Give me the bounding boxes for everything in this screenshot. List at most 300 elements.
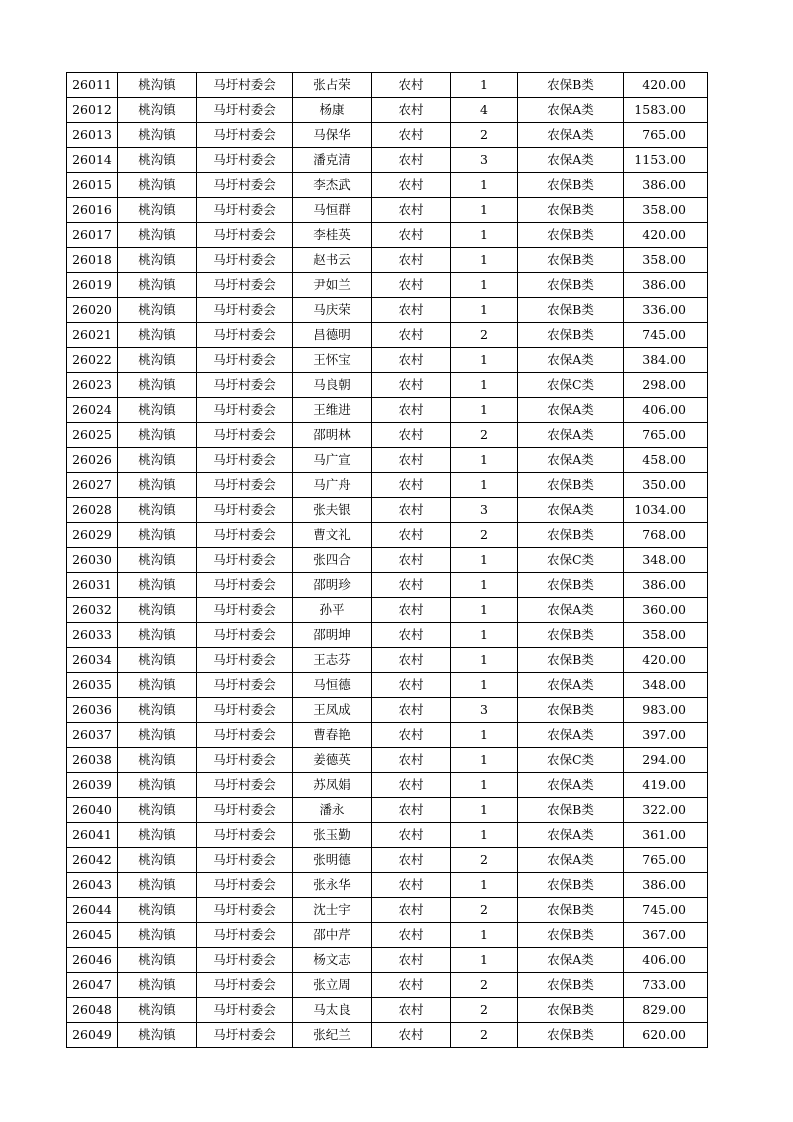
village-committee-cell: 马圩村委会 <box>197 698 293 723</box>
amount-cell: 360.00 <box>624 598 708 623</box>
table-row <box>67 98 708 123</box>
insurance-category-cell: 农保C类 <box>518 373 624 398</box>
insurance-category-cell: 农保A类 <box>518 498 624 523</box>
family-size-cell: 1 <box>451 748 518 773</box>
name-cell: 杨文志 <box>293 948 372 973</box>
town-cell: 桃沟镇 <box>118 173 197 198</box>
household-type-cell: 农村 <box>372 773 451 798</box>
family-size-cell: 1 <box>451 223 518 248</box>
family-size-cell: 1 <box>451 73 518 98</box>
amount-cell: 765.00 <box>624 848 708 873</box>
family-size-cell: 1 <box>451 548 518 573</box>
family-size-cell: 3 <box>451 148 518 173</box>
amount-cell: 386.00 <box>624 873 708 898</box>
insurance-category-cell: 农保B类 <box>518 973 624 998</box>
insurance-category-cell: 农保B类 <box>518 998 624 1023</box>
insurance-category-cell: 农保B类 <box>518 273 624 298</box>
name-cell: 尹如兰 <box>293 273 372 298</box>
table-row <box>67 398 708 423</box>
amount-cell: 294.00 <box>624 748 708 773</box>
table-row <box>67 273 708 298</box>
town-cell: 桃沟镇 <box>118 498 197 523</box>
family-size-cell: 2 <box>451 323 518 348</box>
table-row <box>67 948 708 973</box>
village-committee-cell: 马圩村委会 <box>197 273 293 298</box>
name-cell: 马恒德 <box>293 673 372 698</box>
household-type-cell: 农村 <box>372 648 451 673</box>
village-committee-cell: 马圩村委会 <box>197 523 293 548</box>
amount-cell: 397.00 <box>624 723 708 748</box>
serial-number-cell: 26031 <box>67 573 118 598</box>
family-size-cell: 1 <box>451 823 518 848</box>
serial-number-cell: 26022 <box>67 348 118 373</box>
serial-number-cell: 26017 <box>67 223 118 248</box>
roster-body <box>67 73 708 1048</box>
insurance-category-cell: 农保A类 <box>518 98 624 123</box>
serial-number-cell: 26013 <box>67 123 118 148</box>
name-cell: 潘克清 <box>293 148 372 173</box>
serial-number-cell: 26029 <box>67 523 118 548</box>
amount-cell: 406.00 <box>624 398 708 423</box>
town-cell: 桃沟镇 <box>118 873 197 898</box>
table-row <box>67 148 708 173</box>
table-row <box>67 623 708 648</box>
family-size-cell: 4 <box>451 98 518 123</box>
village-committee-cell: 马圩村委会 <box>197 898 293 923</box>
serial-number-cell: 26037 <box>67 723 118 748</box>
village-committee-cell: 马圩村委会 <box>197 348 293 373</box>
family-size-cell: 1 <box>451 673 518 698</box>
serial-number-cell: 26023 <box>67 373 118 398</box>
name-cell: 马恒群 <box>293 198 372 223</box>
family-size-cell: 1 <box>451 948 518 973</box>
household-type-cell: 农村 <box>372 573 451 598</box>
table-row <box>67 423 708 448</box>
amount-cell: 420.00 <box>624 223 708 248</box>
household-type-cell: 农村 <box>372 598 451 623</box>
amount-cell: 765.00 <box>624 123 708 148</box>
name-cell: 邵明林 <box>293 423 372 448</box>
town-cell: 桃沟镇 <box>118 523 197 548</box>
family-size-cell: 1 <box>451 348 518 373</box>
name-cell: 张立周 <box>293 973 372 998</box>
household-type-cell: 农村 <box>372 723 451 748</box>
insurance-category-cell: 农保C类 <box>518 748 624 773</box>
name-cell: 马良朝 <box>293 373 372 398</box>
amount-cell: 386.00 <box>624 273 708 298</box>
amount-cell: 745.00 <box>624 898 708 923</box>
insurance-category-cell: 农保A类 <box>518 398 624 423</box>
family-size-cell: 1 <box>451 173 518 198</box>
table-row <box>67 173 708 198</box>
family-size-cell: 2 <box>451 423 518 448</box>
amount-cell: 1153.00 <box>624 148 708 173</box>
table-row <box>67 473 708 498</box>
serial-number-cell: 26019 <box>67 273 118 298</box>
roster-table <box>66 72 708 1048</box>
village-committee-cell: 马圩村委会 <box>197 448 293 473</box>
insurance-category-cell: 农保A类 <box>518 773 624 798</box>
village-committee-cell: 马圩村委会 <box>197 773 293 798</box>
serial-number-cell: 26032 <box>67 598 118 623</box>
family-size-cell: 1 <box>451 798 518 823</box>
village-committee-cell: 马圩村委会 <box>197 398 293 423</box>
town-cell: 桃沟镇 <box>118 998 197 1023</box>
town-cell: 桃沟镇 <box>118 748 197 773</box>
name-cell: 张占荣 <box>293 73 372 98</box>
serial-number-cell: 26015 <box>67 173 118 198</box>
family-size-cell: 1 <box>451 773 518 798</box>
town-cell: 桃沟镇 <box>118 298 197 323</box>
village-committee-cell: 马圩村委会 <box>197 248 293 273</box>
name-cell: 赵书云 <box>293 248 372 273</box>
family-size-cell: 2 <box>451 848 518 873</box>
town-cell: 桃沟镇 <box>118 348 197 373</box>
amount-cell: 733.00 <box>624 973 708 998</box>
village-committee-cell: 马圩村委会 <box>197 423 293 448</box>
household-type-cell: 农村 <box>372 98 451 123</box>
name-cell: 苏凤娟 <box>293 773 372 798</box>
table-row <box>67 498 708 523</box>
village-committee-cell: 马圩村委会 <box>197 373 293 398</box>
serial-number-cell: 26025 <box>67 423 118 448</box>
amount-cell: 358.00 <box>624 623 708 648</box>
household-type-cell: 农村 <box>372 348 451 373</box>
serial-number-cell: 26024 <box>67 398 118 423</box>
village-committee-cell: 马圩村委会 <box>197 798 293 823</box>
town-cell: 桃沟镇 <box>118 248 197 273</box>
village-committee-cell: 马圩村委会 <box>197 948 293 973</box>
town-cell: 桃沟镇 <box>118 798 197 823</box>
town-cell: 桃沟镇 <box>118 823 197 848</box>
household-type-cell: 农村 <box>372 748 451 773</box>
household-type-cell: 农村 <box>372 148 451 173</box>
town-cell: 桃沟镇 <box>118 223 197 248</box>
amount-cell: 745.00 <box>624 323 708 348</box>
table-row <box>67 548 708 573</box>
name-cell: 张明德 <box>293 848 372 873</box>
amount-cell: 458.00 <box>624 448 708 473</box>
table-row <box>67 723 708 748</box>
village-committee-cell: 马圩村委会 <box>197 173 293 198</box>
village-committee-cell: 马圩村委会 <box>197 623 293 648</box>
town-cell: 桃沟镇 <box>118 698 197 723</box>
town-cell: 桃沟镇 <box>118 848 197 873</box>
insurance-category-cell: 农保B类 <box>518 73 624 98</box>
insurance-category-cell: 农保A类 <box>518 348 624 373</box>
family-size-cell: 1 <box>451 198 518 223</box>
town-cell: 桃沟镇 <box>118 648 197 673</box>
amount-cell: 367.00 <box>624 923 708 948</box>
village-committee-cell: 马圩村委会 <box>197 98 293 123</box>
family-size-cell: 1 <box>451 648 518 673</box>
town-cell: 桃沟镇 <box>118 448 197 473</box>
town-cell: 桃沟镇 <box>118 473 197 498</box>
village-committee-cell: 马圩村委会 <box>197 298 293 323</box>
amount-cell: 358.00 <box>624 248 708 273</box>
insurance-category-cell: 农保B类 <box>518 298 624 323</box>
amount-cell: 298.00 <box>624 373 708 398</box>
amount-cell: 361.00 <box>624 823 708 848</box>
town-cell: 桃沟镇 <box>118 373 197 398</box>
table-row <box>67 448 708 473</box>
name-cell: 姜德英 <box>293 748 372 773</box>
serial-number-cell: 26038 <box>67 748 118 773</box>
table-row <box>67 73 708 98</box>
household-type-cell: 农村 <box>372 823 451 848</box>
serial-number-cell: 26014 <box>67 148 118 173</box>
village-committee-cell: 马圩村委会 <box>197 223 293 248</box>
insurance-category-cell: 农保C类 <box>518 548 624 573</box>
table-row <box>67 748 708 773</box>
household-type-cell: 农村 <box>372 198 451 223</box>
village-committee-cell: 马圩村委会 <box>197 323 293 348</box>
insurance-category-cell: 农保A类 <box>518 423 624 448</box>
household-type-cell: 农村 <box>372 898 451 923</box>
village-committee-cell: 马圩村委会 <box>197 648 293 673</box>
village-committee-cell: 马圩村委会 <box>197 198 293 223</box>
insurance-category-cell: 农保B类 <box>518 323 624 348</box>
table-row <box>67 873 708 898</box>
table-row <box>67 198 708 223</box>
serial-number-cell: 26030 <box>67 548 118 573</box>
insurance-category-cell: 农保B类 <box>518 523 624 548</box>
name-cell: 张夫银 <box>293 498 372 523</box>
amount-cell: 322.00 <box>624 798 708 823</box>
family-size-cell: 1 <box>451 623 518 648</box>
insurance-category-cell: 农保A类 <box>518 673 624 698</box>
name-cell: 邵明坤 <box>293 623 372 648</box>
town-cell: 桃沟镇 <box>118 548 197 573</box>
household-type-cell: 农村 <box>372 498 451 523</box>
town-cell: 桃沟镇 <box>118 1023 197 1048</box>
amount-cell: 348.00 <box>624 548 708 573</box>
serial-number-cell: 26011 <box>67 73 118 98</box>
insurance-category-cell: 农保A类 <box>518 448 624 473</box>
household-type-cell: 农村 <box>372 673 451 698</box>
town-cell: 桃沟镇 <box>118 898 197 923</box>
name-cell: 王志芬 <box>293 648 372 673</box>
household-type-cell: 农村 <box>372 848 451 873</box>
village-committee-cell: 马圩村委会 <box>197 673 293 698</box>
household-type-cell: 农村 <box>372 273 451 298</box>
table-row <box>67 323 708 348</box>
serial-number-cell: 26018 <box>67 248 118 273</box>
table-row <box>67 973 708 998</box>
insurance-category-cell: 农保B类 <box>518 173 624 198</box>
serial-number-cell: 26021 <box>67 323 118 348</box>
family-size-cell: 2 <box>451 1023 518 1048</box>
insurance-category-cell: 农保A类 <box>518 823 624 848</box>
table-row <box>67 648 708 673</box>
family-size-cell: 1 <box>451 573 518 598</box>
name-cell: 邵中芹 <box>293 923 372 948</box>
family-size-cell: 1 <box>451 923 518 948</box>
village-committee-cell: 马圩村委会 <box>197 73 293 98</box>
table-row <box>67 573 708 598</box>
amount-cell: 350.00 <box>624 473 708 498</box>
name-cell: 李桂英 <box>293 223 372 248</box>
household-type-cell: 农村 <box>372 948 451 973</box>
village-committee-cell: 马圩村委会 <box>197 473 293 498</box>
household-type-cell: 农村 <box>372 398 451 423</box>
family-size-cell: 1 <box>451 598 518 623</box>
town-cell: 桃沟镇 <box>118 323 197 348</box>
village-committee-cell: 马圩村委会 <box>197 548 293 573</box>
table-row <box>67 248 708 273</box>
insurance-category-cell: 农保B类 <box>518 198 624 223</box>
table-row <box>67 373 708 398</box>
name-cell: 张四合 <box>293 548 372 573</box>
town-cell: 桃沟镇 <box>118 398 197 423</box>
amount-cell: 420.00 <box>624 73 708 98</box>
amount-cell: 386.00 <box>624 573 708 598</box>
family-size-cell: 1 <box>451 298 518 323</box>
family-size-cell: 2 <box>451 123 518 148</box>
serial-number-cell: 26044 <box>67 898 118 923</box>
serial-number-cell: 26049 <box>67 1023 118 1048</box>
village-committee-cell: 马圩村委会 <box>197 873 293 898</box>
amount-cell: 765.00 <box>624 423 708 448</box>
name-cell: 张永华 <box>293 873 372 898</box>
family-size-cell: 2 <box>451 998 518 1023</box>
table-row <box>67 673 708 698</box>
amount-cell: 336.00 <box>624 298 708 323</box>
insurance-category-cell: 农保B类 <box>518 698 624 723</box>
insurance-category-cell: 农保A类 <box>518 123 624 148</box>
household-type-cell: 农村 <box>372 248 451 273</box>
insurance-category-cell: 农保A类 <box>518 848 624 873</box>
name-cell: 马庆荣 <box>293 298 372 323</box>
insurance-category-cell: 农保B类 <box>518 798 624 823</box>
family-size-cell: 2 <box>451 973 518 998</box>
serial-number-cell: 26047 <box>67 973 118 998</box>
village-committee-cell: 马圩村委会 <box>197 748 293 773</box>
household-type-cell: 农村 <box>372 423 451 448</box>
serial-number-cell: 26020 <box>67 298 118 323</box>
amount-cell: 348.00 <box>624 673 708 698</box>
household-type-cell: 农村 <box>372 298 451 323</box>
village-committee-cell: 马圩村委会 <box>197 998 293 1023</box>
town-cell: 桃沟镇 <box>118 423 197 448</box>
insurance-category-cell: 农保B类 <box>518 573 624 598</box>
family-size-cell: 1 <box>451 873 518 898</box>
village-committee-cell: 马圩村委会 <box>197 973 293 998</box>
name-cell: 马广舟 <box>293 473 372 498</box>
insurance-category-cell: 农保B类 <box>518 873 624 898</box>
town-cell: 桃沟镇 <box>118 673 197 698</box>
household-type-cell: 农村 <box>372 223 451 248</box>
name-cell: 潘永 <box>293 798 372 823</box>
name-cell: 昌德明 <box>293 323 372 348</box>
serial-number-cell: 26048 <box>67 998 118 1023</box>
household-type-cell: 农村 <box>372 373 451 398</box>
name-cell: 马保华 <box>293 123 372 148</box>
amount-cell: 1583.00 <box>624 98 708 123</box>
insurance-category-cell: 农保B类 <box>518 648 624 673</box>
table-row <box>67 923 708 948</box>
village-committee-cell: 马圩村委会 <box>197 123 293 148</box>
town-cell: 桃沟镇 <box>118 723 197 748</box>
town-cell: 桃沟镇 <box>118 623 197 648</box>
table-row <box>67 898 708 923</box>
town-cell: 桃沟镇 <box>118 973 197 998</box>
household-type-cell: 农村 <box>372 698 451 723</box>
household-type-cell: 农村 <box>372 923 451 948</box>
serial-number-cell: 26039 <box>67 773 118 798</box>
family-size-cell: 1 <box>451 723 518 748</box>
village-committee-cell: 马圩村委会 <box>197 823 293 848</box>
table-row <box>67 348 708 373</box>
amount-cell: 620.00 <box>624 1023 708 1048</box>
family-size-cell: 1 <box>451 398 518 423</box>
town-cell: 桃沟镇 <box>118 98 197 123</box>
town-cell: 桃沟镇 <box>118 123 197 148</box>
amount-cell: 983.00 <box>624 698 708 723</box>
household-type-cell: 农村 <box>372 73 451 98</box>
family-size-cell: 1 <box>451 448 518 473</box>
insurance-category-cell: 农保B类 <box>518 248 624 273</box>
serial-number-cell: 26041 <box>67 823 118 848</box>
village-committee-cell: 马圩村委会 <box>197 848 293 873</box>
town-cell: 桃沟镇 <box>118 148 197 173</box>
household-type-cell: 农村 <box>372 1023 451 1048</box>
serial-number-cell: 26026 <box>67 448 118 473</box>
name-cell: 张纪兰 <box>293 1023 372 1048</box>
village-committee-cell: 马圩村委会 <box>197 923 293 948</box>
serial-number-cell: 26016 <box>67 198 118 223</box>
table-row <box>67 223 708 248</box>
table-row <box>67 123 708 148</box>
insurance-category-cell: 农保A类 <box>518 723 624 748</box>
name-cell: 孙平 <box>293 598 372 623</box>
village-committee-cell: 马圩村委会 <box>197 148 293 173</box>
town-cell: 桃沟镇 <box>118 273 197 298</box>
family-size-cell: 3 <box>451 698 518 723</box>
insurance-category-cell: 农保B类 <box>518 898 624 923</box>
serial-number-cell: 26046 <box>67 948 118 973</box>
household-type-cell: 农村 <box>372 523 451 548</box>
amount-cell: 768.00 <box>624 523 708 548</box>
name-cell: 邵明珍 <box>293 573 372 598</box>
family-size-cell: 2 <box>451 898 518 923</box>
household-type-cell: 农村 <box>372 173 451 198</box>
table-row <box>67 823 708 848</box>
insurance-category-cell: 农保B类 <box>518 623 624 648</box>
amount-cell: 406.00 <box>624 948 708 973</box>
village-committee-cell: 马圩村委会 <box>197 573 293 598</box>
table-row <box>67 798 708 823</box>
household-type-cell: 农村 <box>372 323 451 348</box>
amount-cell: 419.00 <box>624 773 708 798</box>
name-cell: 王维进 <box>293 398 372 423</box>
household-type-cell: 农村 <box>372 123 451 148</box>
family-size-cell: 1 <box>451 273 518 298</box>
serial-number-cell: 26035 <box>67 673 118 698</box>
table-row <box>67 1023 708 1048</box>
town-cell: 桃沟镇 <box>118 773 197 798</box>
name-cell: 张玉勤 <box>293 823 372 848</box>
amount-cell: 384.00 <box>624 348 708 373</box>
household-type-cell: 农村 <box>372 973 451 998</box>
town-cell: 桃沟镇 <box>118 573 197 598</box>
family-size-cell: 3 <box>451 498 518 523</box>
serial-number-cell: 26043 <box>67 873 118 898</box>
amount-cell: 358.00 <box>624 198 708 223</box>
family-size-cell: 1 <box>451 248 518 273</box>
town-cell: 桃沟镇 <box>118 598 197 623</box>
town-cell: 桃沟镇 <box>118 923 197 948</box>
